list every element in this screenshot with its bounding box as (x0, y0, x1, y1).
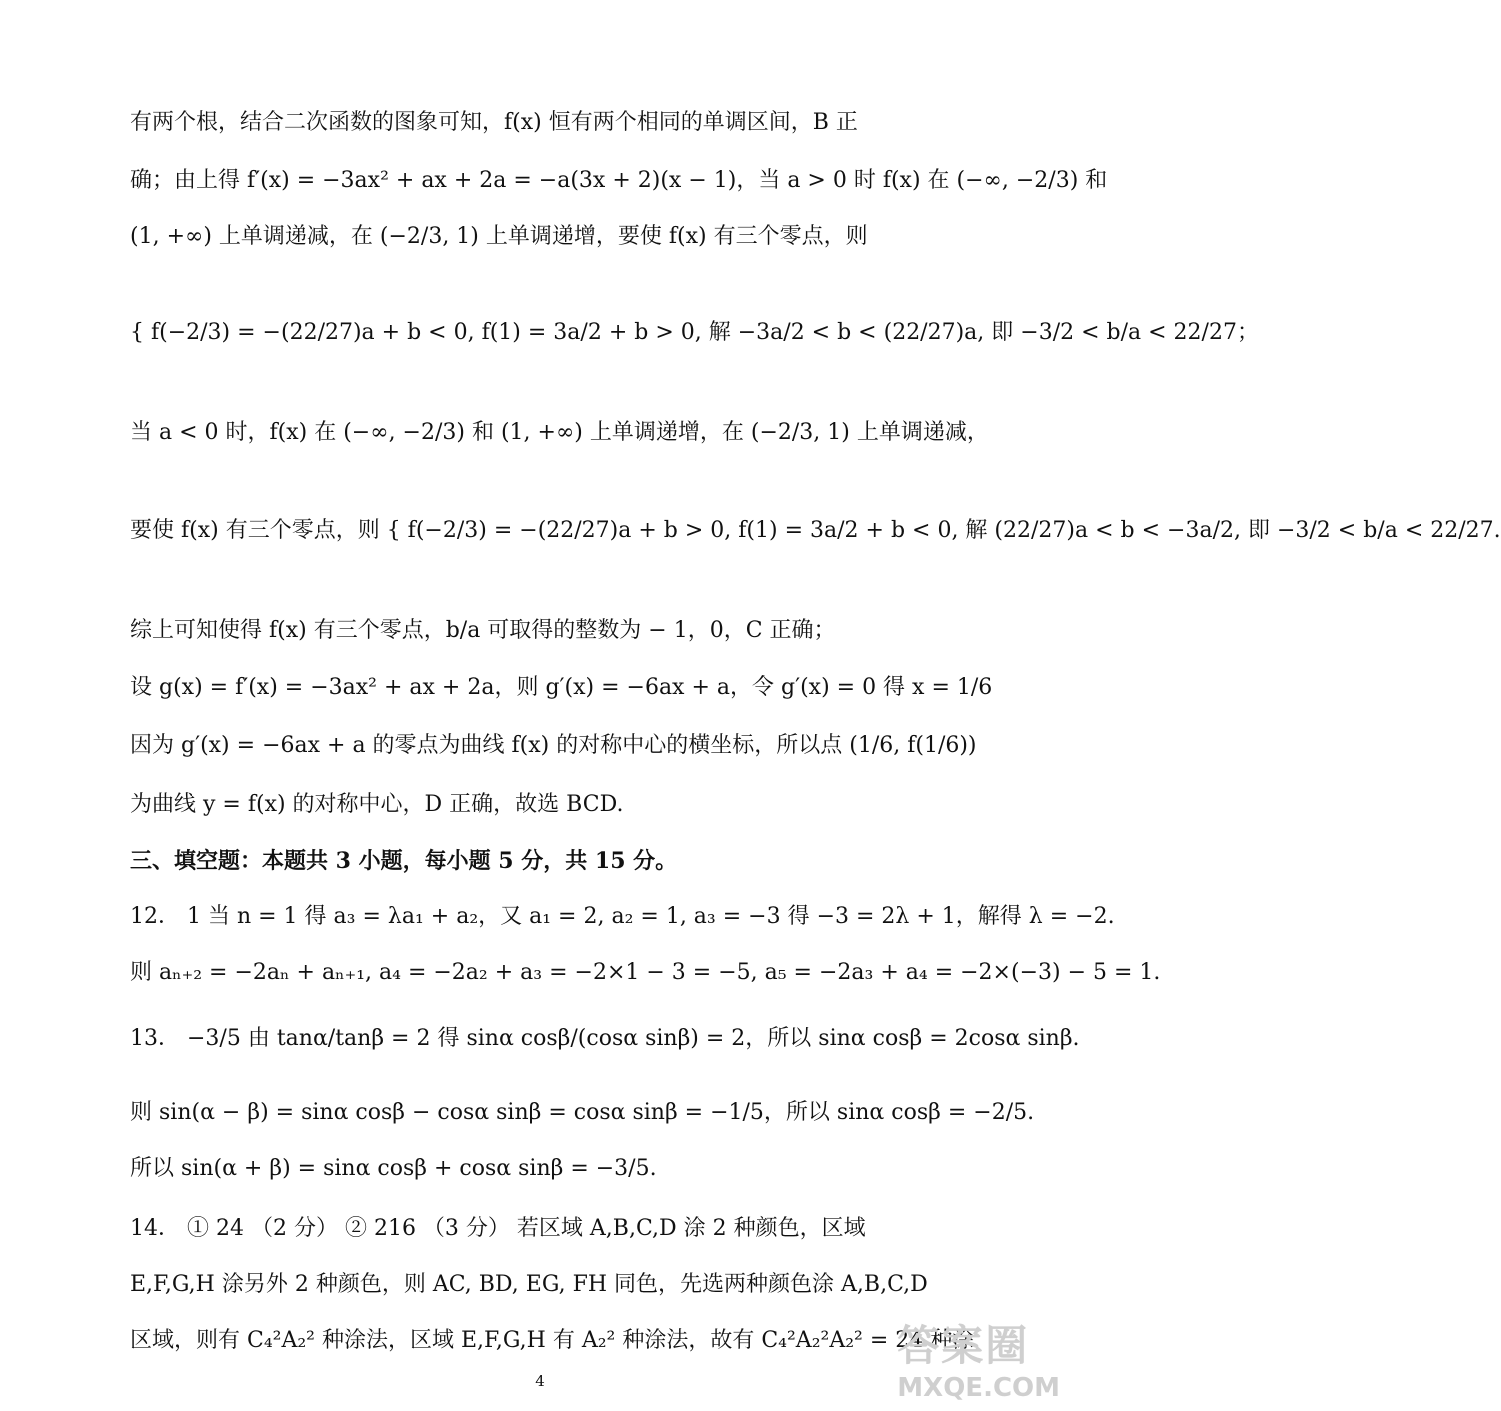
answer-13: 13． −3/5 由 tanα/tanβ = 2 得 sinα cosβ/(cosα sinβ) = 2，所以 sinα cosβ = 2cosα sinβ. (130, 1026, 1080, 1051)
answer-12: 12． 1 当 n = 1 得 a₃ = λa₁ + a₂，又 a₁ = 2, a₂ = 1, a₃ = −3 得 −3 = 2λ + 1，解得 λ = −2. (130, 904, 1115, 929)
text-line: 则 aₙ₊₂ = −2aₙ + aₙ₊₁, a₄ = −2a₂ + a₃ = −2×1 − 3 = −5, a₅ = −2a₃ + a₄ = −2×(−3) − 5 = 1. (130, 960, 1161, 985)
text-line: 有两个根，结合二次函数的图象可知，f(x) 恒有两个相同的单调区间，B 正 (130, 110, 858, 135)
equation-system: 要使 f(x) 有三个零点，则 { f(−2/3) = −(22/27)a + b > 0, f(1) = 3a/2 + b < 0, 解 (22/27)a < b < −3a/2, 即 −3/2 < b/a < 22/27. (130, 518, 1501, 543)
page-number: 4 (535, 1372, 545, 1390)
text-line: 设 g(x) = f′(x) = −3ax² + ax + 2a，则 g′(x) = −6ax + a，令 g′(x) = 0 得 x = 1/6 (130, 675, 993, 700)
answer-14: 14． ① 24 （2 分） ② 216 （3 分） 若区域 A,B,C,D 涂 2 种颜色，区域 (130, 1216, 866, 1241)
text-line: E,F,G,H 涂另外 2 种颜色，则 AC, BD, EG, FH 同色，先选两种颜色涂 A,B,C,D (130, 1272, 928, 1297)
text-line: 则 sin(α − β) = sinα cosβ − cosα sinβ = cosα sinβ = −1/5，所以 sinα cosβ = −2/5. (130, 1100, 1035, 1125)
text-line: 综上可知使得 f(x) 有三个零点，b/a 可取得的整数为 − 1，0，C 正确； (130, 618, 836, 643)
text-line: (1, +∞) 上单调递减，在 (−2/3, 1) 上单调递增，要使 f(x) 有三个零点，则 (130, 224, 868, 249)
watermark (897, 1313, 1060, 1403)
section-heading: 三、填空题：本题共 3 小题，每小题 5 分，共 15 分。 (130, 848, 678, 874)
text-line: 确；由上得 f′(x) = −3ax² + ax + 2a = −a(3x + 2)(x − 1)，当 a > 0 时 f(x) 在 (−∞, −2/3) 和 (130, 168, 1108, 193)
watermark-logo: 答案圈 (897, 1321, 1030, 1370)
equation-system: { f(−2/3) = −(22/27)a + b < 0, f(1) = 3a/2 + b > 0, 解 −3a/2 < b < (22/27)a, 即 −3/2 < b/a < 22/27； (130, 320, 1259, 345)
text-line: 所以 sin(α + β) = sinα cosβ + cosα sinβ = −3/5. (130, 1156, 657, 1181)
text-line: 为曲线 y = f(x) 的对称中心，D 正确，故选 BCD. (130, 792, 624, 817)
text-line: 区域，则有 C₄²A₂² 种涂法，区域 E,F,G,H 有 A₂² 种涂法，故有 C₄²A₂²A₂² = 24 种涂 (130, 1328, 975, 1353)
watermark-url: MXQE.COM (897, 1373, 1060, 1403)
text-line: 因为 g′(x) = −6ax + a 的零点为曲线 f(x) 的对称中心的横坐标，所以点 (1/6, f(1/6)) (130, 733, 977, 758)
text-line: 当 a < 0 时，f(x) 在 (−∞, −2/3) 和 (1, +∞) 上单调递增，在 (−2/3, 1) 上单调递减， (130, 420, 989, 445)
